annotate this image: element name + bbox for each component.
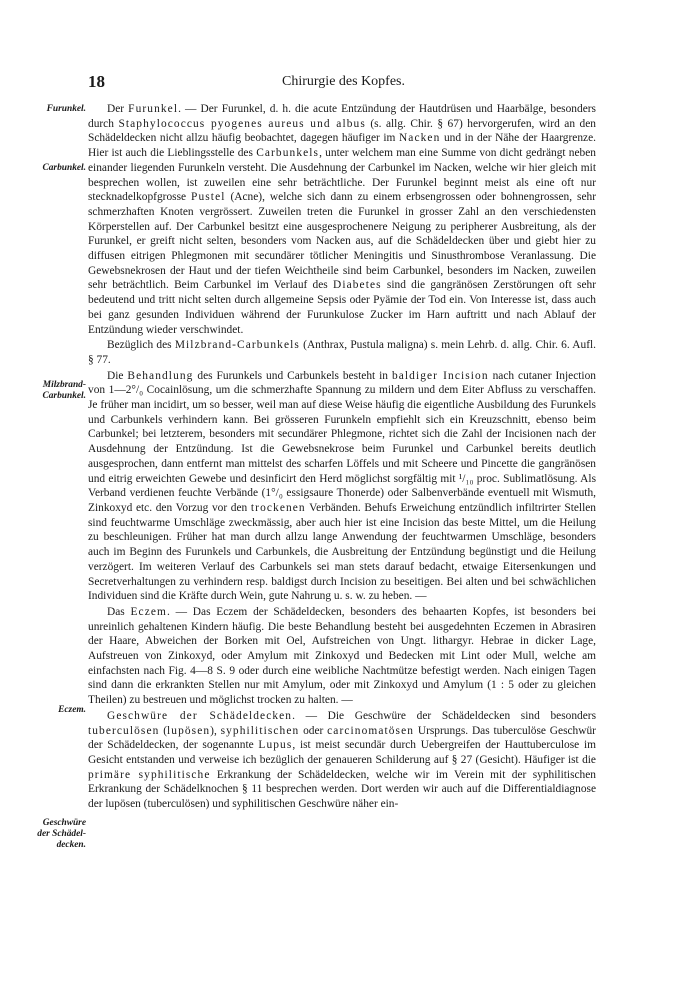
margin-note-eczem: Eczem. — [58, 705, 86, 715]
running-title: Chirurgie des Kopfes. — [282, 74, 405, 89]
margin-note-geschwuere-line-1: Geschwüre — [42, 818, 86, 828]
term-geschwuere: Geschwüre der Schädeldecken — [107, 709, 293, 722]
term-primaere-syphilitische: primäre syphilitische — [88, 768, 211, 781]
term-carcinomatoesen: carcinomatösen — [327, 724, 415, 737]
term-carbunkels: Carbunkels — [256, 147, 320, 160]
term-lupus: Lupus — [258, 739, 293, 752]
term-trockenen: trockenen — [250, 501, 306, 514]
paragraph-furunkel: Der Furunkel. — Der Furunkel, d. h. die acute Entzündung der Hautdrüsen und Haarbälge, besonders durch Staphylococcus pyogenes aureus und albus (s. allg. Chir. § 67) hervorgerufen, wird an den Schädeldecken nicht allzu häufig beobachtet, dagegen häufiger im Nacken und in der Nähe der Haargrenze. Hier ist auch die Lieblingsstelle des Carbunkels, unter welchem man eine Summe von dicht gedrängt neben einander liegenden Furunkeln versteht. Die Ausdehnung der Carbunkel im Nacken, welche wir hier gleich mit besprechen wollen, ist zuweilen eine sehr beträchtliche. Der Furunkel beginnt meist als eine oft nur stecknadelkopfgrosse Pustel (Acne), welche sich dann zu einem erbsengrossen oder bohnengrossen, sehr schmerzhaften Knoten vergrössert. Zuweilen treten die Furunkel in grosser Zahl an den verschiedensten Körperstellen auf. Der Carbunkel besitzt eine ausgesprochenere Neigung zu peripherer Ausbreitung, als der Furunkel, er greift nicht selten, besonders vom Nacken aus, auf die Schädeldecken über und giebt hier zu diffusen eitrigen Phlegmonen mit secundärer tötlicher Meningitis und Sinusthrombose Veranlassung. Die Gewebsnekrosen der Haut und der tiefen Weichtheile sind beim Carbunkel, besonders im Nacken, zuweilen sehr beträchtlich. Beim Carbunkel im Verlauf des Diabetes sind die gangränösen Zerstörungen oft sehr bedeutend und tritt nicht selten durch allgemeine Sepsis oder Pyämie der Tod ein. Von Interesse ist, dass auch bei ganz gesunden Individuen während der Furunkulose Zucker im Harn auftritt und nach Ablauf der Entzündung wieder verschwindet. — [88, 103, 597, 336]
page-number: 18 — [88, 72, 105, 91]
paragraph-eczem: Das Eczem. — Das Eczem der Schädeldecken, besonders des behaarten Kopfes, ist besonders bei unreinlich gehaltenen Kindern häufig. Die beste Behandlung besteht bei ausgedehnten Eczemen in Abrasiren der Haare, Abweichen der Borken mit Oel, Aufstreichen von Ungt. lithargyr. Hebrae in dicker Lage, Aufstreuen von Zinkoxyd, oder Amylum mit Zinkoxyd und Bedecken mit Lint oder Mull, welche am einfachsten nach Fig. 4—8 S. 9 oder durch eine weibliche Nachtmütze befestigt werden. Nach einigen Tagen sind dann die erkrankten Stellen nur mit Amylum, oder mit Zinkoxyd und Amylum (1 : 5 oder zu gleichen Theilen) zu bestreuen und möglichst trocken zu halten. — — [88, 605, 596, 707]
main-text — [88, 102, 596, 812]
term-furunkel: Furunkel — [128, 103, 179, 115]
term-pustel: Pustel — [191, 191, 226, 204]
margin-note-geschwuere-line-2: der Schädel- — [37, 829, 86, 839]
paragraph-milzbrand: Bezüglich des Milzbrand-Carbunkels (Anthrax, Pustula maligna) s. mein Lehrb. d. allg. Chir. 6. Aufl. § 77. — [88, 339, 596, 366]
term-staphylococcus: Staphylococcus pyogenes aureus und albus — [118, 117, 366, 130]
margin-note-furunkel: Furunkel. — [46, 104, 86, 114]
term-baldiger-incision: baldiger Incision — [391, 369, 489, 382]
paragraph-geschwuere: Geschwüre der Schädeldecken. — Die Geschwüre der Schädeldecken sind besonders tuberculösen (lupösen), syphilitischen oder carcinomatösen Ursprungs. Das tuberculöse Geschwür der Schädeldecken, der sogenannte Lupus, ist meist secundär durch Uebergreifen der Hauttuberculose im Gesicht entstanden und verweise ich bezüglich der genaueren Schilderung auf § 27 (Gesicht). Häufiger ist die primäre syphilitische Erkrankung der Schädeldecken, welche wir im Verein mit der syphilitischen Erkrankung der Schädelknochen § 11 besprechen werden. Dort werden wir auch auf die Differentialdiagnose der lupösen (tuberculösen) und syphilitischen Geschwüre näher ein- — [88, 709, 596, 811]
margin-note-geschwuere-line-3: decken. — [56, 840, 86, 850]
term-nacken: Nacken — [398, 132, 441, 145]
term-milzbrand-carbunkels: Milzbrand-Carbunkels — [174, 339, 300, 352]
term-behandlung: Behandlung — [127, 369, 194, 382]
term-diabetes: Diabetes — [333, 279, 382, 292]
margin-note-carbunkel: Carbunkel. — [42, 163, 86, 173]
paragraph-behandlung: Die Behandlung des Furunkels und Carbunkels besteht in baldiger Incision nach cutaner Injection von 1—2°/₀ Cocainlösung, um die schmerzhafte Spannung zu mildern und dem Eiter Abfluss zu verschaffen. Je früher man incidirt, um so besser, weil man auf diese Weise häufig die eigentliche Ausbildung des Furunkels und Carbunkels verhindern kann. Bei grösseren Furunkeln empfiehlt sich ein Kreuzschnitt, ebenso beim Carbunkel; bei letzterem, besonders mit secundärer Phlegmone, richtet sich die Zahl der Incisionen nach der Ausdehnung der Entzündung. Ist die Gewebsnekrose beim Furunkel und Carbunkel bereits deutlich ausgesprochen, dann entfernt man mittelst des scharfen Löffels und mit Scheere und Pincette die gangränösen und eitrig erweichten Gewebe und desinficirt den Herd möglichst sorgfältig mit ¹/₁₀ proc. Sublimatlösung. Als Verband verdienen feuchte Verbände (1°/₀ essigsaure Thonerde) oder Salbenverbände eventuell mit Wismuth, Zinkoxyd etc. den Vorzug vor den trockenen Verbänden. Behufs Erweichung entzündlich infiltrirter Stellen sind feuchtwarme Umschläge zweckmässig, aber auch hier ist eine Incision das beste Mittel, um die Heilung zu beschleunigen. Früher hat man durch allzu lange Anwendung der feuchtwarmen Umschläge, besonders auch im Beginn des Furunkels und Carbunkels, die Ausbreitung der Entzündung begünstigt und die Heilung verzögert. Im weiteren Verlauf des Carbunkels sei man stets darauf bedacht, etwaige Eitersenkungen und Secretverhaltungen zu verhindern resp. baldigst durch Incision zu beseitigen. Bei alten und bei schwächlichen Individuen sind die Kräfte durch Wein, gute Nahrung u. s. w. zu heben. — — [88, 369, 596, 603]
margin-note-milzbrand-line-1: Milzbrand- — [42, 380, 86, 390]
term-eczem: Eczem — [130, 605, 167, 618]
page-header — [0, 72, 687, 94]
margin-note-milzbrand-line-2: Carbunkel. — [42, 391, 86, 401]
margin-note-milzbrand — [12, 380, 92, 402]
term-syphilitischen: syphilitischen — [220, 724, 300, 737]
term-tuberculoesen: tuberculösen — [88, 724, 160, 737]
margin-note-geschwuere — [12, 818, 92, 851]
term-lupoesen: lupösen — [167, 724, 211, 737]
